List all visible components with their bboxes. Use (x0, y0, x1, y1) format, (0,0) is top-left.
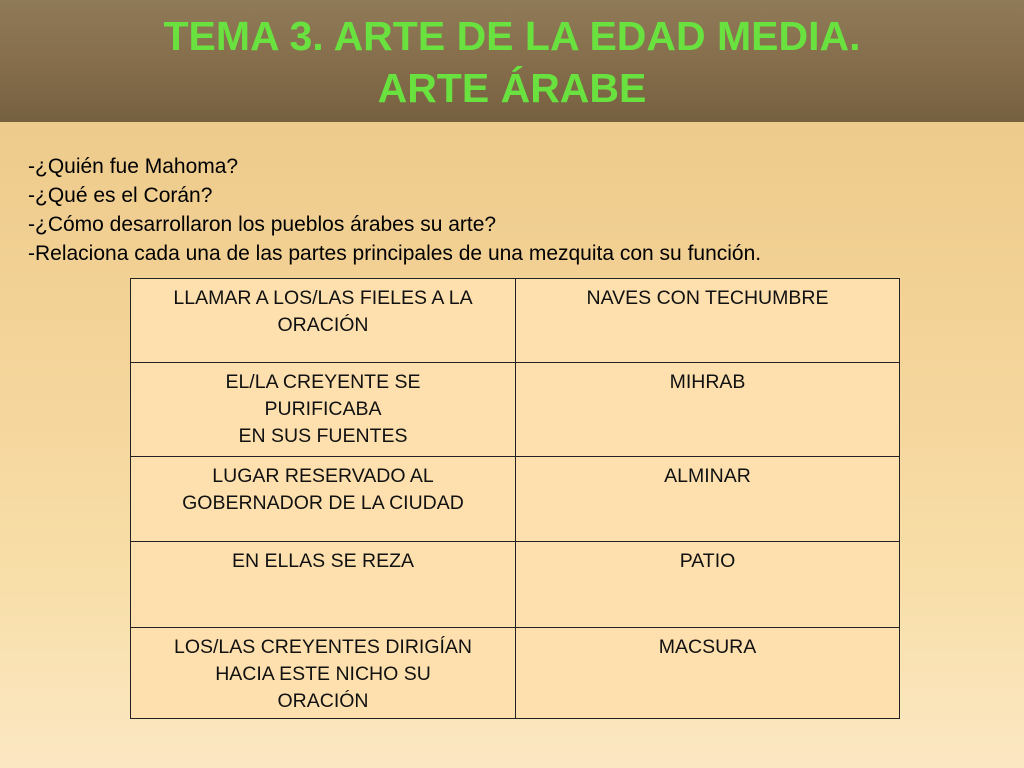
table-row (131, 628, 900, 719)
title-line-2: ARTE ÁRABE (377, 65, 647, 111)
part-cell: PATIO (516, 542, 900, 628)
question-list (28, 152, 1008, 268)
question-item: -¿Quién fue Mahoma? (28, 155, 239, 178)
question-item: -¿Cómo desarrollaron los pueblos árabes su arte? (28, 213, 497, 236)
table-row (131, 457, 900, 542)
part-cell: MACSURA (516, 628, 900, 719)
function-cell: EL/LA CREYENTE SE PURIFICABA EN SUS FUENTES (131, 363, 516, 457)
part-cell: ALMINAR (516, 457, 900, 542)
question-item: -¿Qué es el Corán? (28, 184, 213, 207)
function-cell: LLAMAR A LOS/LAS FIELES A LA ORACIÓN (131, 279, 516, 363)
function-cell: EN ELLAS SE REZA (131, 542, 516, 628)
part-cell: NAVES CON TECHUMBRE (516, 279, 900, 363)
table-row (131, 542, 900, 628)
table-row (131, 279, 900, 363)
mosque-parts-table (130, 278, 900, 719)
question-item: -Relaciona cada una de las partes principales de una mezquita con su función. (28, 242, 762, 265)
function-cell: LOS/LAS CREYENTES DIRIGÍAN HACIA ESTE NICHO SU ORACIÓN (131, 628, 516, 719)
part-cell: MIHRAB (516, 363, 900, 457)
slide-title (0, 10, 1024, 114)
title-line-1: TEMA 3. ARTE DE LA EDAD MEDIA. (163, 13, 861, 59)
table-row (131, 363, 900, 457)
function-cell: LUGAR RESERVADO AL GOBERNADOR DE LA CIUDAD (131, 457, 516, 542)
